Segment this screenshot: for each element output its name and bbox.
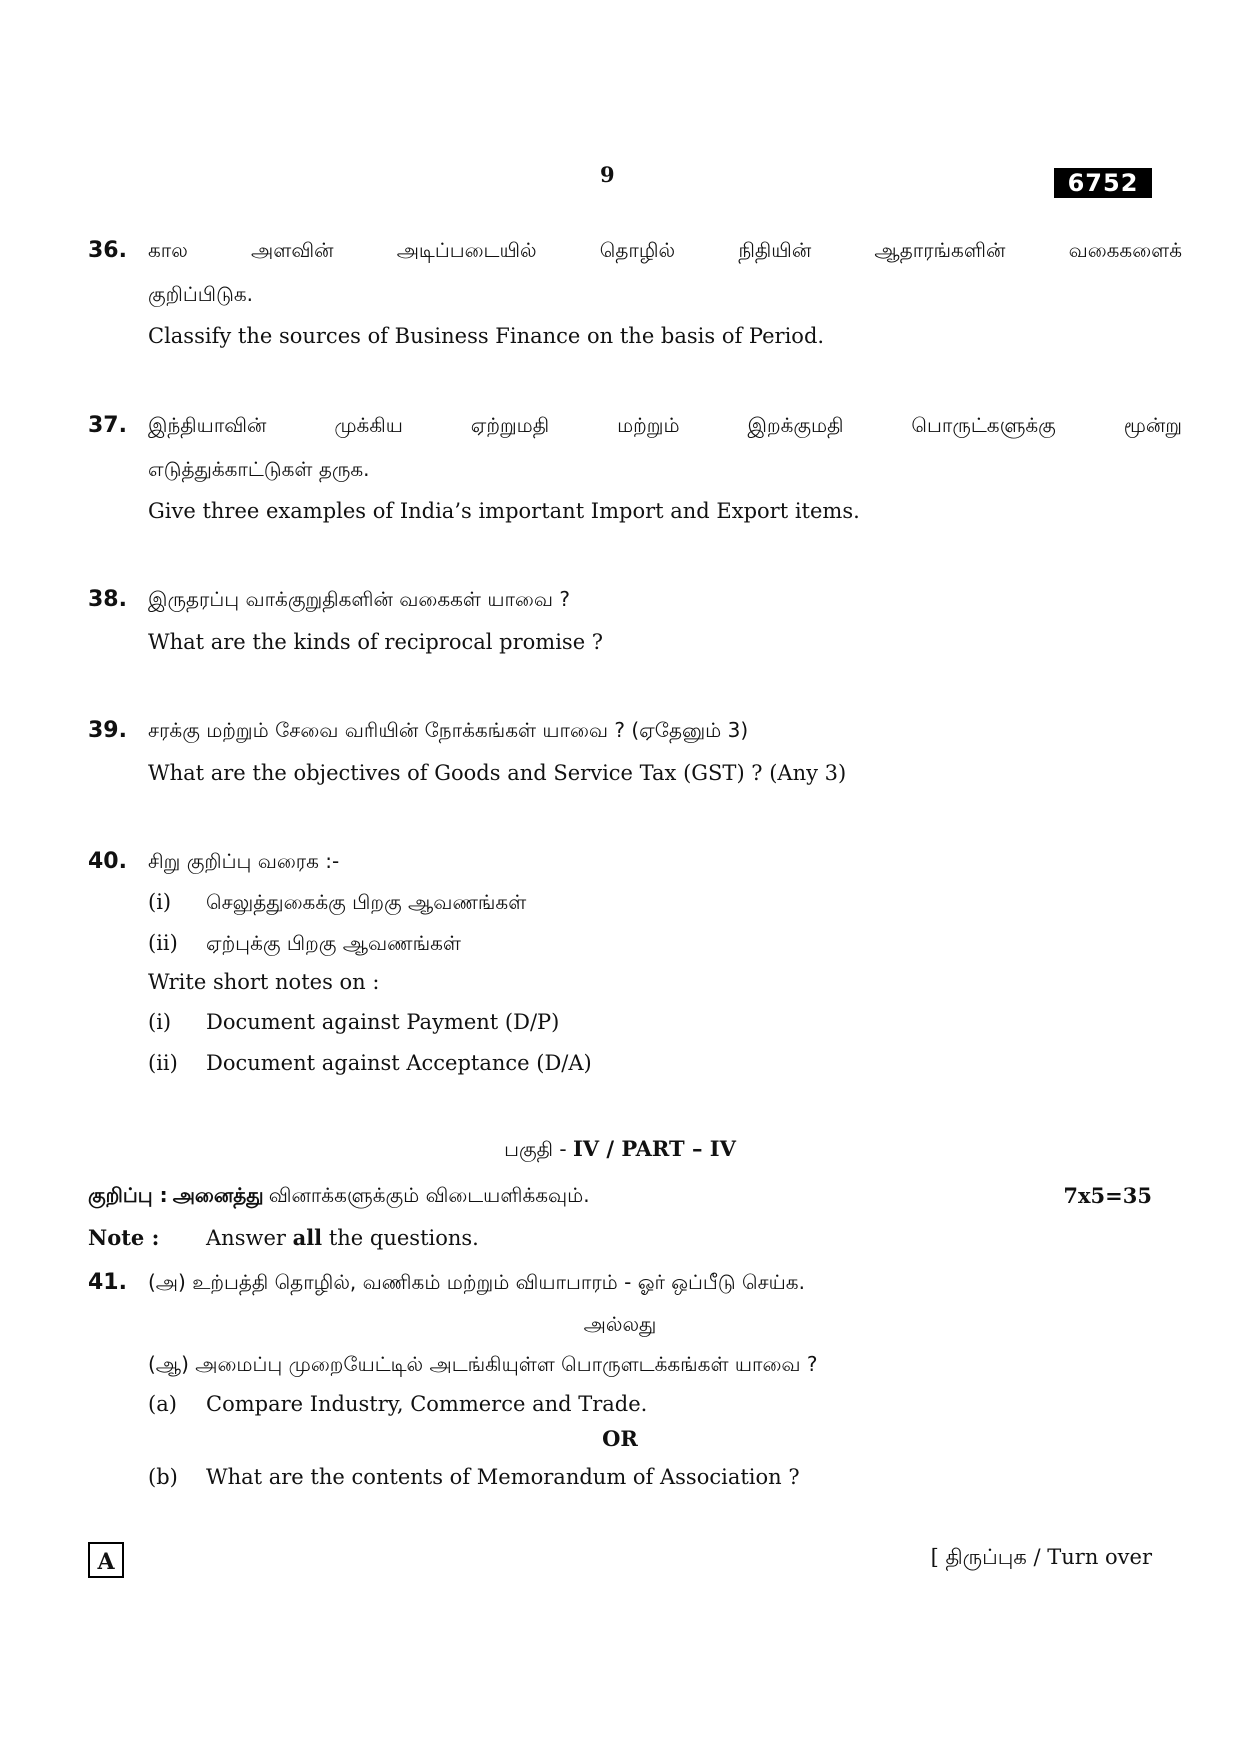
question-intro-english: Write short notes on :: [148, 970, 380, 994]
question-text-english: Give three examples of India’s important Import and Export items.: [148, 499, 860, 523]
question-text-tamil: சரக்கு மற்றும் சேவை வரியின் நோக்கங்கள் யாவை ? (ஏதேனும் 3): [148, 718, 749, 742]
question-text-english: What are the objectives of Goods and Service Tax (GST) ? (Any 3): [148, 761, 847, 785]
question-text-tamil: இருதரப்பு வாக்குறுதிகளின் வகைகள் யாவை ?: [148, 587, 570, 611]
item-label: (i): [148, 890, 172, 914]
question-intro-tamil: சிறு குறிப்பு வரைக :-: [148, 849, 340, 873]
page-number: 9: [600, 162, 615, 187]
question-number: 41.: [88, 1270, 127, 1295]
question-number: 36.: [88, 238, 127, 263]
item-text: செலுத்துகைக்கு பிறகு ஆவணங்கள்: [206, 890, 527, 914]
section-title: [0, 1136, 1240, 1164]
note-emphasis: அனைத்து: [172, 1183, 264, 1207]
question-text-english: What are the kinds of reciprocal promise ?: [148, 630, 604, 654]
option-a-tamil: (அ) உற்பத்தி தொழில், வணிகம் மற்றும் வியாபாரம் - ஓர் ஒப்பீடு செய்க.: [148, 1270, 805, 1294]
question-text-tamil-line1: இந்தியாவின் முக்கிய ஏற்றுமதி மற்றும் இறக்குமதி பொருட்களுக்கு மூன்று: [148, 413, 1182, 437]
note-text-post: the questions.: [322, 1226, 479, 1250]
item-text: ஏற்புக்கு பிறகு ஆவணங்கள்: [206, 931, 461, 955]
question-number: 39.: [88, 718, 127, 743]
note-emphasis: all: [292, 1225, 323, 1250]
question-number: 37.: [88, 413, 127, 438]
marks-allocation: 7x5=35: [1063, 1183, 1152, 1208]
item-label: (ii): [148, 1051, 178, 1075]
note-text: வினாக்களுக்கும் விடையளிக்கவும்.: [268, 1183, 590, 1207]
section-title-tamil: பகுதி -: [504, 1137, 573, 1161]
item-text: Document against Payment (D/P): [206, 1010, 560, 1034]
turn-over-note: [ திருப்புக / Turn over: [930, 1545, 1152, 1569]
question-text-tamil-line1: கால அளவின் அடிப்படையில் தொழில் நிதியின் ஆதாரங்களின் வகைகளைக்: [148, 238, 1182, 262]
question-number: 38.: [88, 587, 127, 612]
note-english: [88, 1225, 479, 1250]
set-code-box: A: [88, 1542, 124, 1578]
option-text: What are the contents of Memorandum of Association ?: [206, 1465, 800, 1489]
option-b-tamil: (ஆ) அமைப்பு முறையேட்டில் அடங்கியுள்ள பொருளடக்கங்கள் யாவை ?: [148, 1352, 818, 1376]
note-label: குறிப்பு :: [88, 1183, 168, 1207]
or-tamil: அல்லது: [583, 1312, 657, 1336]
option-text: Compare Industry, Commerce and Trade.: [206, 1392, 648, 1416]
question-text-tamil-line2: எடுத்துக்காட்டுகள் தருக.: [148, 457, 370, 481]
option-label: (b): [148, 1465, 178, 1489]
option-label: (a): [148, 1392, 177, 1416]
note-label: Note :: [88, 1225, 160, 1250]
item-label: (i): [148, 1010, 172, 1034]
or-english: OR: [602, 1426, 638, 1451]
note-text-pre: Answer: [206, 1226, 293, 1250]
item-text: Document against Acceptance (D/A): [206, 1051, 592, 1075]
question-number: 40.: [88, 849, 127, 874]
section-title-english: IV / PART – IV: [572, 1136, 736, 1161]
question-text-english: Classify the sources of Business Finance on the basis of Period.: [148, 324, 825, 348]
item-label: (ii): [148, 931, 178, 955]
paper-code-badge: 6752: [1054, 168, 1152, 198]
question-text-tamil-line2: குறிப்பிடுக.: [148, 282, 253, 306]
note-tamil: [88, 1183, 590, 1210]
